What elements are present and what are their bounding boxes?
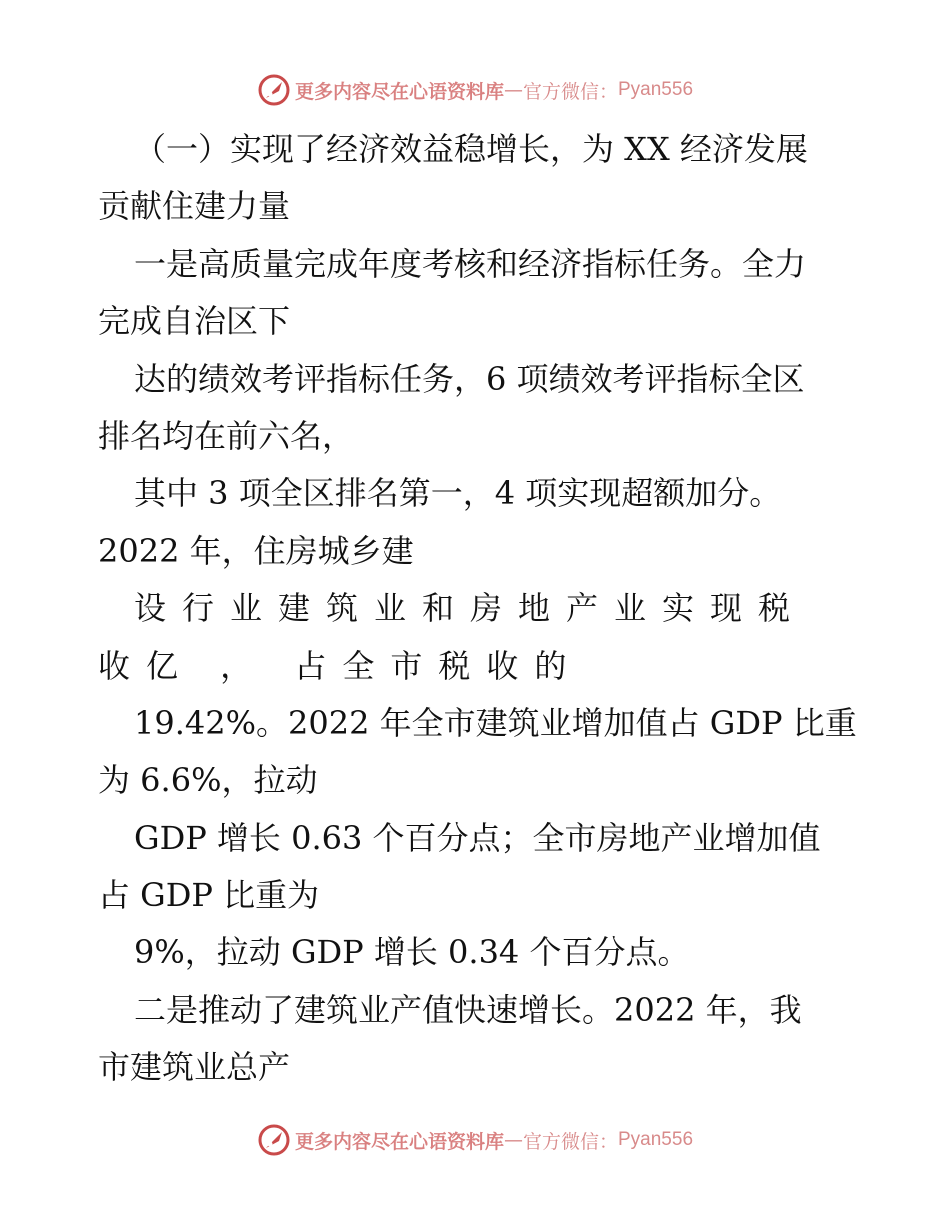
banner-text: 更多内容尽在心语资料库	[294, 80, 504, 103]
text-line: 一是高质量完成年度考核和经济指标任务。全力	[134, 244, 807, 283]
footer-watermark-banner	[0, 1120, 950, 1160]
banner-contact-label: 官方微信：	[522, 80, 618, 103]
feather-circle-logo-icon	[257, 73, 291, 107]
text-line: （一）实现了经济效益稳增长，为 XX 经济发展	[134, 130, 808, 168]
banner-separator: —	[503, 1129, 523, 1151]
banner-contact-label: 官方微信：	[522, 1130, 618, 1153]
text-line: 19.42%。2022 年全市建筑业增加值占 GDP 比重	[134, 703, 857, 742]
banner-wechat-id: Pyan556	[618, 1129, 694, 1150]
text-line: 贡献住建力量	[98, 187, 291, 226]
text-line: 二是推动了建筑业产值快速增长。2022 年，我	[134, 990, 802, 1029]
text-line: 2022 年，住房城乡建	[98, 531, 414, 570]
text-line: 排名均在前六名，	[98, 416, 355, 455]
text-line: 达的绩效考评指标任务，6 项绩效考评指标全区	[134, 359, 805, 398]
feather-circle-logo-icon	[257, 1123, 291, 1157]
text-line: 市建筑业总产	[98, 1048, 291, 1087]
text-line: 设行业建筑业和房地产业实现税	[134, 589, 807, 628]
banner-text: 更多内容尽在心语资料库	[294, 1130, 504, 1153]
text-line: 占 GDP 比重为	[98, 876, 320, 915]
text-line: 收亿 ， 占全市税收的	[98, 646, 583, 685]
text-line: 9%，拉动 GDP 增长 0.34 个百分点。	[134, 933, 690, 972]
header-watermark-banner	[0, 70, 950, 110]
banner-wechat-id: Pyan556	[618, 79, 694, 100]
text-line: 完成自治区下	[98, 302, 291, 341]
banner-separator: —	[503, 79, 523, 101]
document-body	[98, 121, 858, 1097]
text-line: 为 6.6%，拉动	[98, 761, 318, 800]
text-line: GDP 增长 0.63 个百分点；全市房地产业增加值	[134, 818, 821, 857]
text-line: 其中 3 项全区排名第一，4 项实现超额加分。	[134, 474, 782, 513]
